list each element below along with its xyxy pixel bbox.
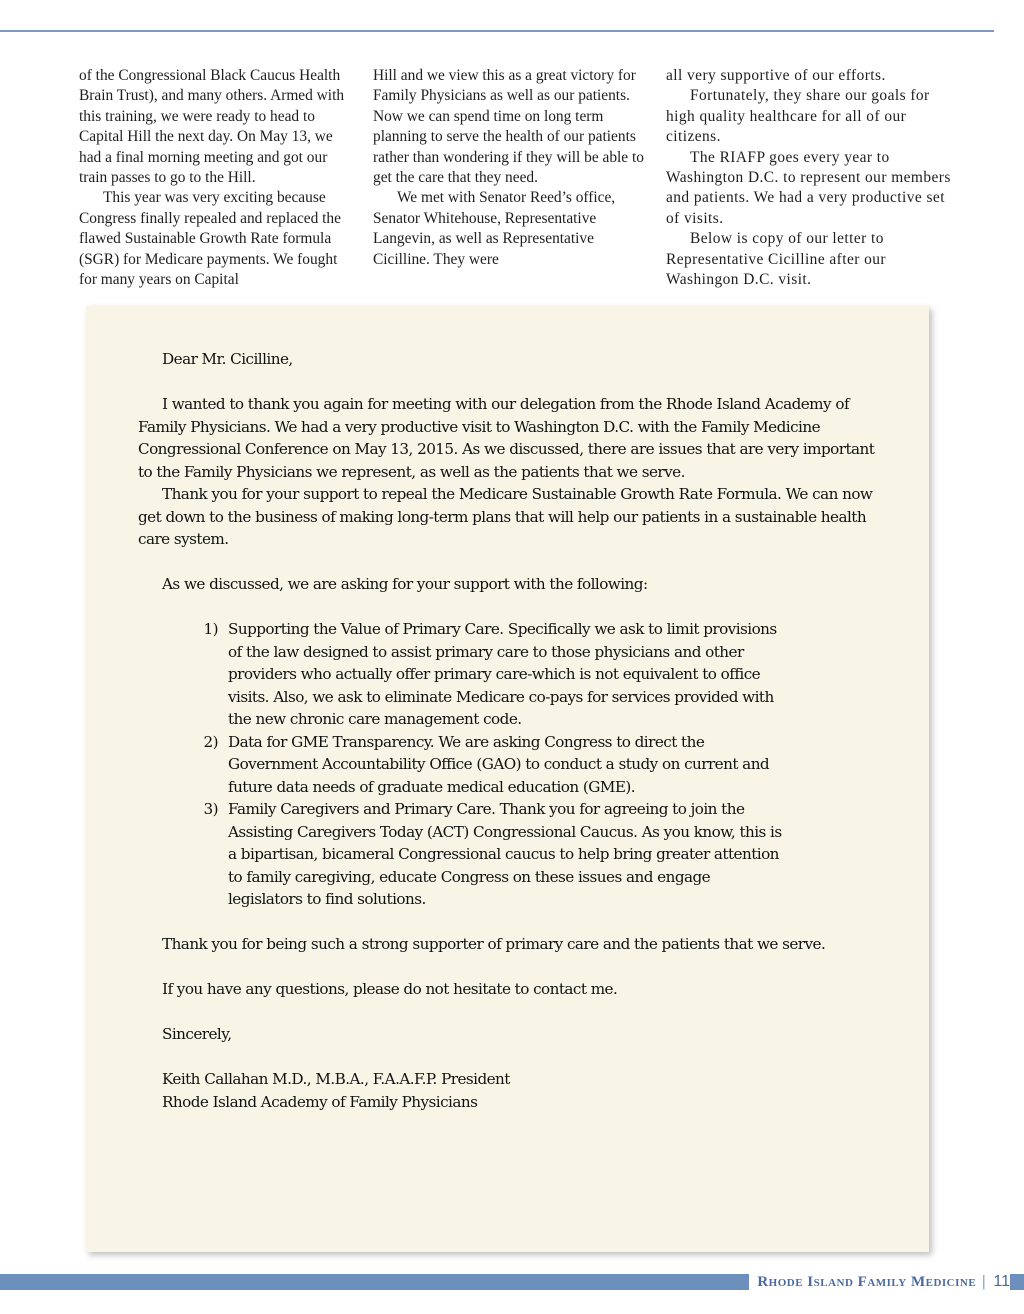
footer-separator: |	[982, 1273, 986, 1290]
footer-label	[749, 1270, 1010, 1294]
letter-salutation: Dear Mr. Cicilline,	[162, 350, 293, 368]
col3-paragraph-2: Fortunately, they share our goals for high quality healthcare for all of our citizens.	[666, 87, 930, 146]
col3-paragraph-1: all very supportive of our efforts.	[666, 67, 886, 84]
request-list	[138, 618, 883, 911]
letter-paragraph-3: As we discussed, we are asking for your support with the following:	[162, 575, 648, 593]
page-number: 11	[993, 1273, 1010, 1290]
letter	[138, 348, 883, 1113]
letter-paragraph-2: Thank you for your support to repeal the Medicare Sustainable Growth Rate Formula. We can now get down to the business of making long-term plans that will help our patients in a sustainable health care system.	[138, 485, 873, 548]
list-item	[138, 618, 883, 731]
list-item-text: Data for GME Transparency. We are asking Congress to direct the Government Accountability Office (GAO) to conduct a study on current and future data needs of graduate medical education (GME).	[228, 732, 770, 796]
article-column-1	[79, 66, 351, 290]
list-item-number: 2)	[203, 732, 218, 751]
letter-paragraph-5: If you have any questions, please do not hesitate to contact me.	[162, 980, 618, 998]
list-item-number: 1)	[203, 620, 218, 638]
col1-paragraph-1: of the Congressional Black Caucus Health Brain Trust), and many others. Armed with this training, we were ready to head to Capital Hill the next day. On May 13, we had a final morning meeting and got our train passes to go to the Hill.	[79, 67, 345, 187]
article-column-3	[666, 66, 956, 290]
letter-closing: Sincerely,	[162, 1025, 232, 1043]
top-rule	[0, 30, 994, 32]
publication-title: Rhode Island Family Medicine	[757, 1273, 977, 1290]
col1-paragraph-2: This year was very exciting because Congress finally repealed and replaced the flawed Sustainable Growth Rate formula (SGR) for Medicare payments. We fought for many years on Capital	[79, 189, 341, 289]
col3-paragraph-4: Below is copy of our letter to Representative Cicilline after our Washingon D.C. visit.	[666, 230, 886, 289]
list-item-number: 3)	[203, 800, 218, 818]
list-item	[138, 731, 883, 799]
letter-paragraph-4: Thank you for being such a strong supporter of primary care and the patients that we serve.	[162, 935, 826, 953]
signer-organization: Rhode Island Academy of Family Physicians	[162, 1092, 478, 1111]
letter-paragraph-1: I wanted to thank you again for meeting with our delegation from the Rhode Island Academy of Family Physicians. We had a very productive visit to Washington D.C. with the Family Medicine Congressional Conference on May 13, 2015. As we discussed, there are issues that are very important to the Family Physicians we represent, as well as the patients that we serve.	[138, 395, 875, 481]
col2-paragraph-2: We met with Senator Reed’s office, Senator Whitehouse, Representative Langevin, as well as Representative Cicilline. They were	[373, 189, 616, 268]
col2-paragraph-1: Hill and we view this as a great victory for Family Physicians as well as our patients. Now we can spend time on long term planning to serve the health of our patients rather than wondering if they will be able to get the care that they need.	[373, 67, 644, 187]
article-column-2	[373, 66, 645, 270]
col3-paragraph-3: The RIAFP goes every year to Washington D.C. to represent our members and patients. We had a very productive set of visits.	[666, 148, 951, 227]
signer-name: Keith Callahan M.D., M.B.A., F.A.A.F.P. President	[162, 1070, 510, 1088]
list-item-text: Supporting the Value of Primary Care. Specifically we ask to limit provisions of the law designed to assist primary care to those physicians and other providers who actually offer primary care-which is not equivalent to office visits. Also, we ask to eliminate Medicare co-pays for services provided with the new chronic care management code.	[228, 620, 777, 728]
list-item	[138, 798, 883, 911]
list-item-text: Family Caregivers and Primary Care. Thank you for agreeing to join the Assisting Caregivers Today (ACT) Congressional Caucus. As you know, this is a bipartisan, bicameral Congressional caucus to help bring greater attention to family caregiving, educate Congress on these issues and engage legislators to find solutions.	[228, 800, 782, 908]
